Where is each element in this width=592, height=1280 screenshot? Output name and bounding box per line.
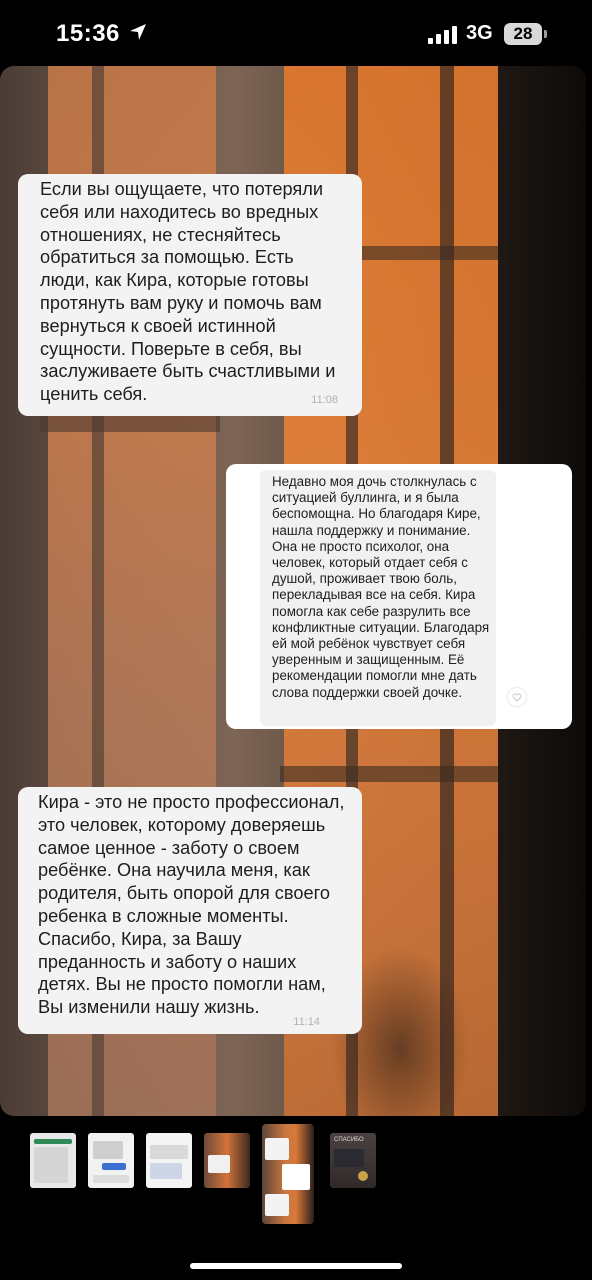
message-time: 11:14 xyxy=(293,1016,320,1029)
window-frame-shadow xyxy=(40,416,220,432)
status-time: 15:36 xyxy=(56,20,120,47)
thumbnail-strip xyxy=(0,1116,592,1236)
heart-icon[interactable] xyxy=(508,688,526,706)
signal-bars-icon xyxy=(428,26,458,44)
message-bubble xyxy=(260,470,496,726)
battery-indicator: 28 xyxy=(504,23,542,45)
status-bar xyxy=(0,0,592,66)
network-type: 3G xyxy=(466,22,493,44)
thumbnail-caption: СПАСИБО xyxy=(334,1137,364,1143)
message-bubble xyxy=(18,787,362,1034)
message-text: Недавно моя дочь столкнулась с ситуацией буллинга, и я была беспомощна. Но благодаря Кире, нашла поддержку и понимание. Она не просто психолог, она человек, который отдает себя с душой, проживает твою боль, перекладывая все на себя. Кира помогла как себе разрулить все конфликтные ситуации. Благодаря ей мой ребёнок чувствует себя уверенным и защищенным. Её рекомендации помогли мне дать слова поддержки своей дочке. xyxy=(272,474,490,700)
thumbnail[interactable] xyxy=(30,1133,76,1188)
window-frame-shadow xyxy=(280,766,500,782)
location-arrow-icon xyxy=(128,22,148,42)
thumbnail[interactable] xyxy=(88,1133,134,1188)
message-bubble xyxy=(18,174,362,416)
message-card xyxy=(226,464,572,729)
thumbnail-active[interactable] xyxy=(262,1124,314,1224)
thumbnail[interactable] xyxy=(330,1133,376,1188)
thumbnail[interactable] xyxy=(204,1133,250,1188)
message-text: Кира - это не просто профессионал, это человек, которому доверяешь самое ценное - заботу о своем ребёнке. Она научила меня, как родителя, быть опорой для своего ребенка в сложные моменты. Спасибо, Кира, за Вашу преданность и заботу о наших детях. Вы не просто помогли нам, Вы изменили нашу жизнь. xyxy=(38,792,345,1018)
home-indicator[interactable] xyxy=(190,1263,402,1269)
message-time: 11:08 xyxy=(311,394,338,407)
message-text: Если вы ощущаете, что потеряли себя или находитесь во вредных отношениях, не стесняйтесь обратиться за помощью. Есть люди, как Кира, которые готовы протянуть вам руку и помочь вам вернуться к своей истинной сущности. Поверьте в себя, вы заслуживаете быть счастливыми и ценить себя. xyxy=(40,179,336,405)
battery-tip xyxy=(544,30,547,38)
thumbnail[interactable] xyxy=(146,1133,192,1188)
